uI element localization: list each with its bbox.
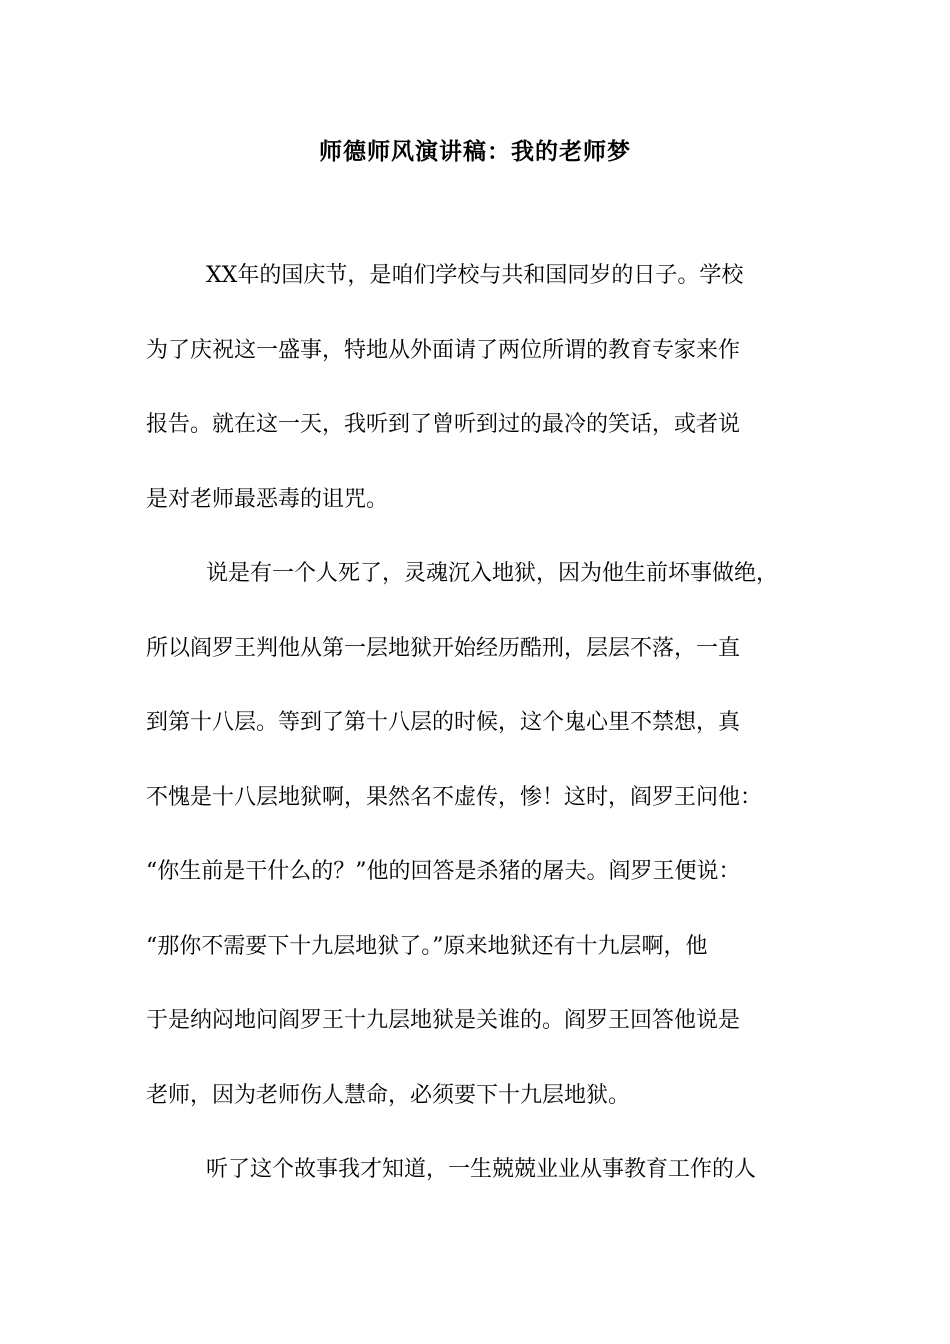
document-body bbox=[146, 258, 818, 1227]
paragraph-line: 到第十八层。等到了第十八层的时候，这个鬼心里不禁想，真 bbox=[146, 710, 741, 735]
paragraph-line: “那你不需要下十九层地狱了。”原来地狱还有十九层啊，他 bbox=[146, 933, 708, 959]
paragraph-line: 报告。就在这一天，我听到了曾听到过的最冷的笑话，或者说 bbox=[146, 412, 741, 437]
paragraph-line: 是对老师最恶毒的诅咒。 bbox=[146, 486, 389, 512]
paragraph-line: XX年的国庆节，是咱们学校与共和国同岁的日子。学校 bbox=[206, 263, 744, 288]
paragraph-line: 为了庆祝这一盛事，特地从外面请了两位所谓的教育专家来作 bbox=[146, 337, 741, 363]
paragraph-line: 老师，因为老师伤人慧命，必须要下十九层地狱。 bbox=[146, 1082, 631, 1108]
paragraph-line: 不愧是十八层地狱啊，果然名不虚传，惨！这时，阎罗王问他： bbox=[146, 784, 763, 810]
document-title: 师德师风演讲稿：我的老师梦 bbox=[319, 138, 631, 165]
paragraph-line: 说是有一个人死了，灵魂沉入地狱，因为他生前坏事做绝， bbox=[206, 561, 779, 586]
paragraph-line: “你生前是干什么的？”他的回答是杀猪的屠夫。阎罗王便说： bbox=[146, 859, 741, 884]
paragraph-line: 所以阎罗王判他从第一层地狱开始经历酷刑，层层不落，一直 bbox=[146, 635, 741, 661]
paragraph-line: 听了这个故事我才知道，一生兢兢业业从事教育工作的人 bbox=[206, 1157, 757, 1182]
paragraph-line: 于是纳闷地问阎罗王十九层地狱是关谁的。阎罗王回答他说是 bbox=[146, 1008, 741, 1033]
